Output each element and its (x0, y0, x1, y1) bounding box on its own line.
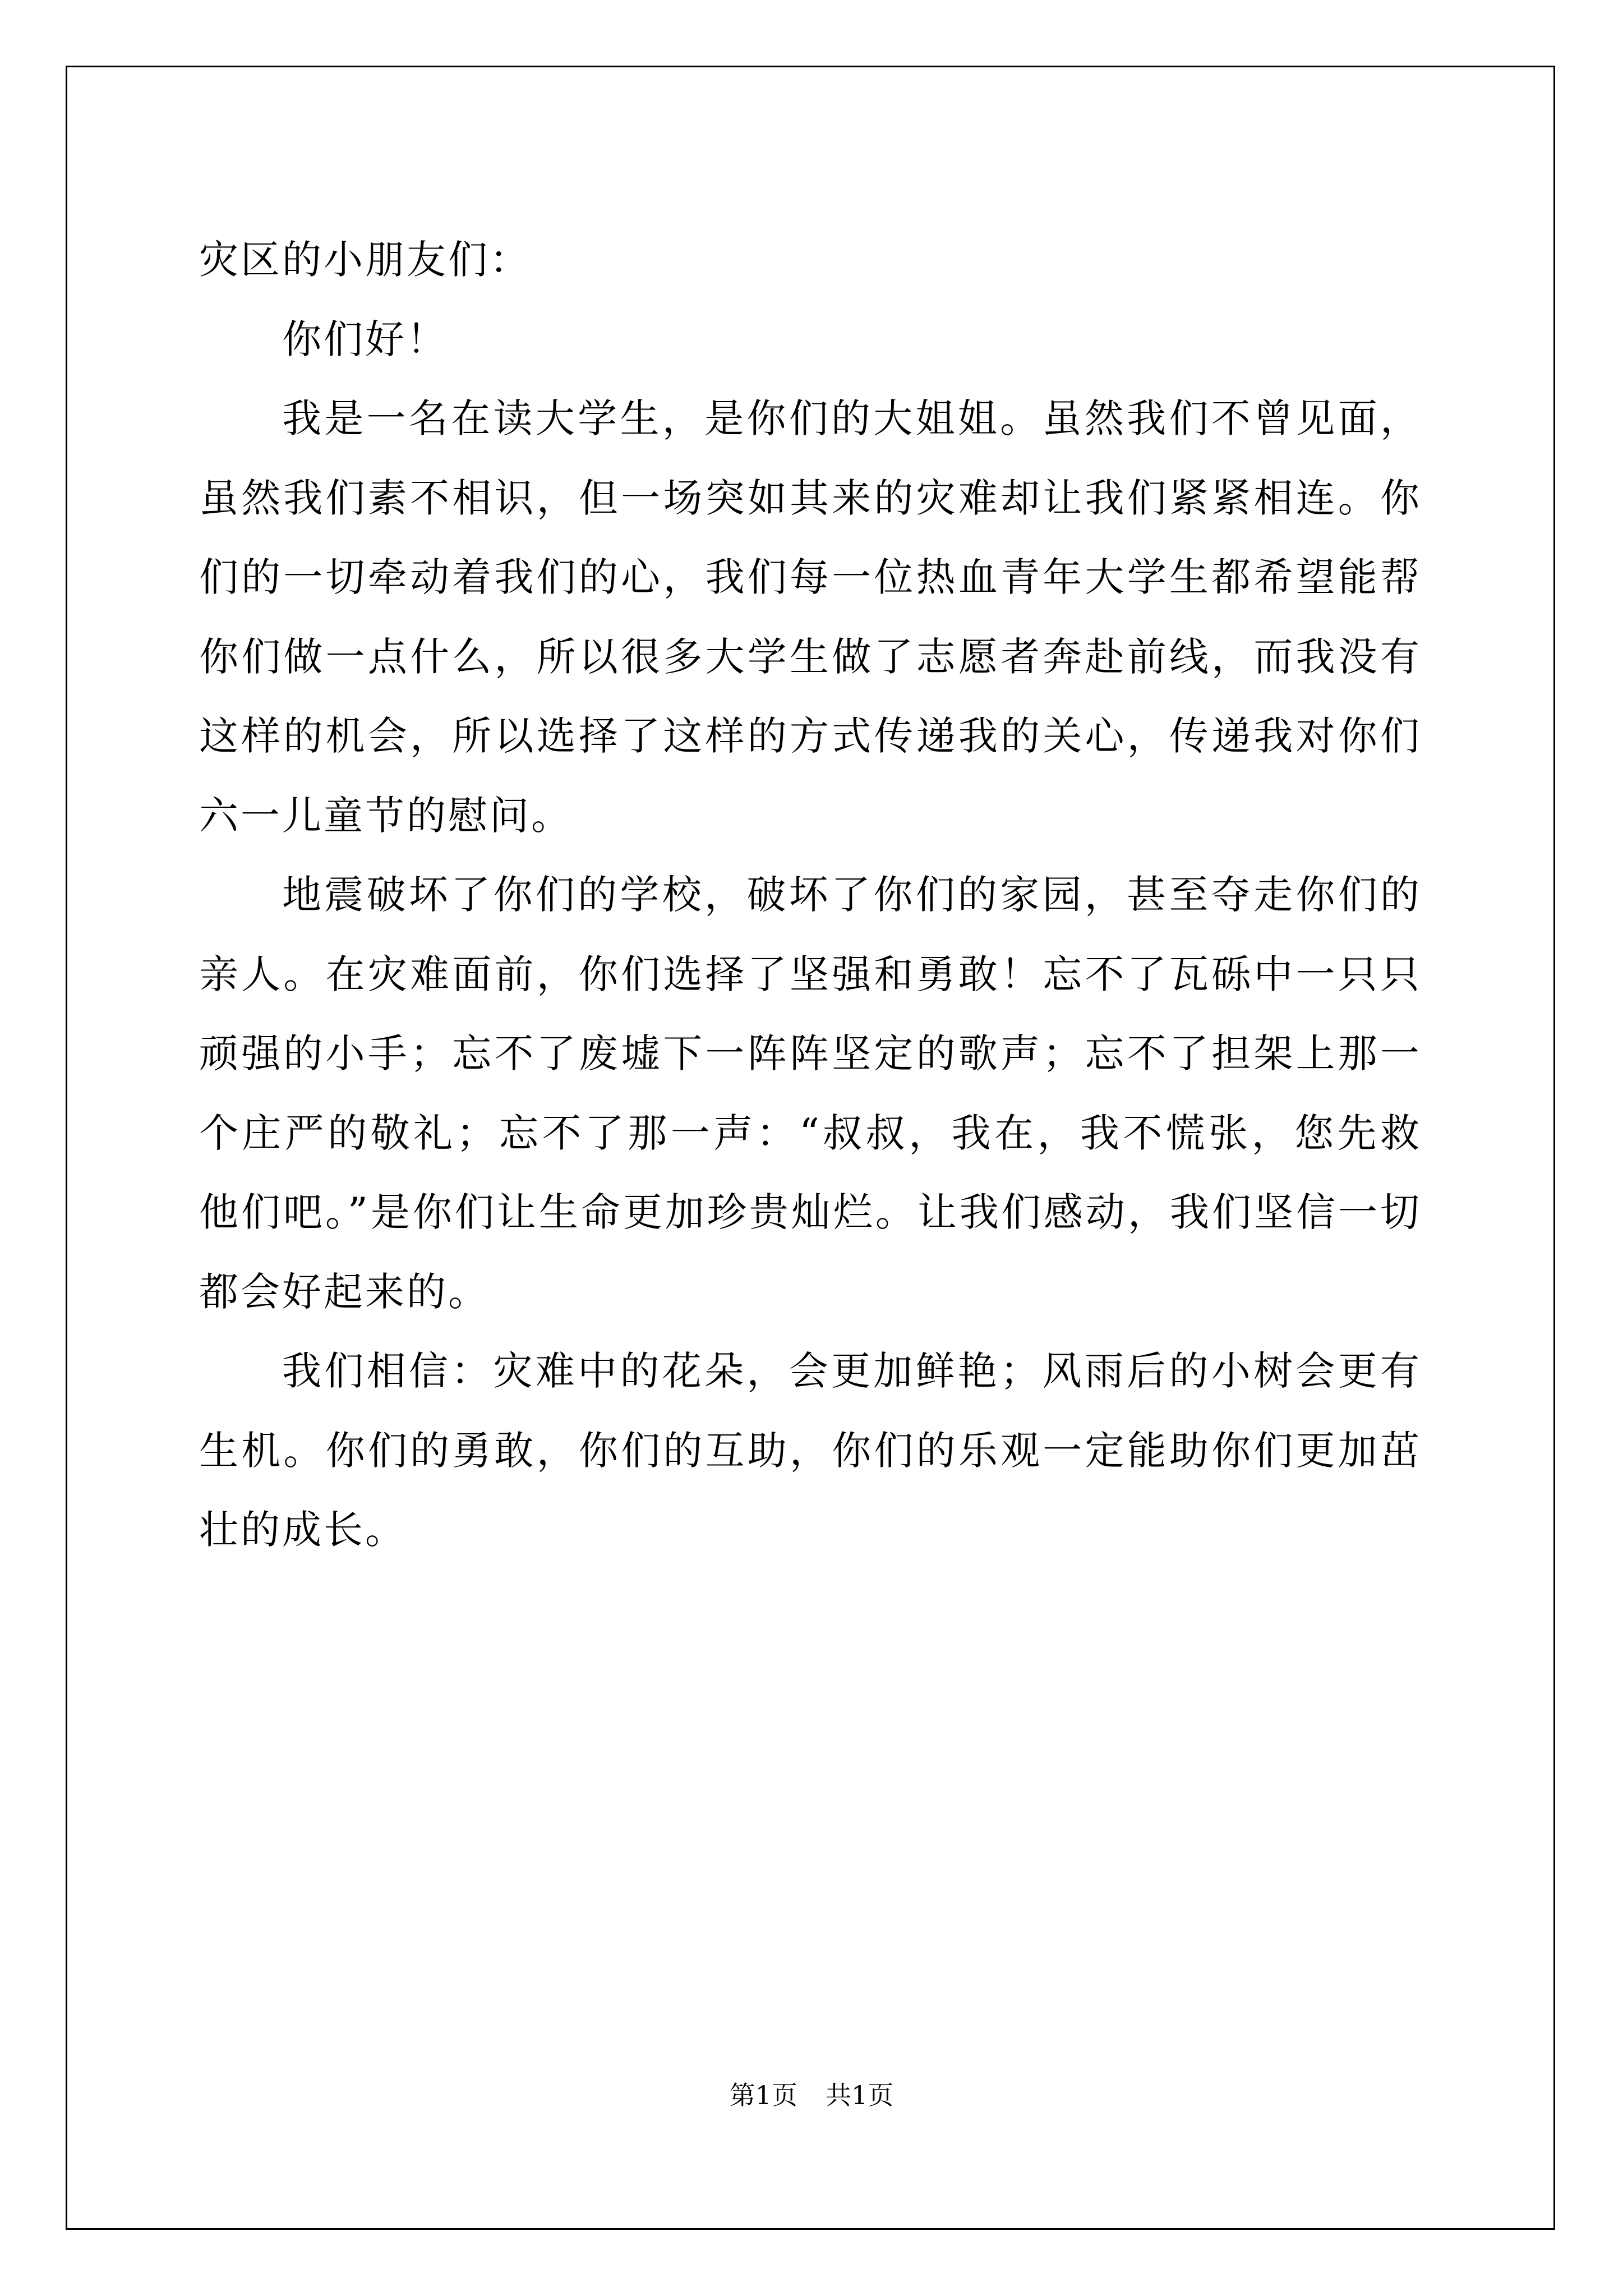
paragraph-introduction: 我是一名在读大学生，是你们的大姐姐。虽然我们不曾见面，虽然我们素不相识，但一场突如其来的灾难却让我们紧紧相连。你们的一切牵动着我们的心，我们每一位热血青年大学生都希望能帮你们做一点什么，所以很多大学生做了志愿者奔赴前线，而我没有这样的机会，所以选择了这样的方式传递我的关心，传递我对你们六一儿童节的慰问。 (199, 395, 1422, 839)
paragraph-earthquake: 地震破坏了你们的学校，破坏了你们的家园，甚至夺走你们的亲人。在灾难面前，你们选择了坚强和勇敢！忘不了瓦砾中一只只顽强的小手；忘不了废墟下一阵阵坚定的歌声；忘不了担架上那一个庄严的敬礼；忘不了那一声：“叔叔，我在，我不慌张，您先救他们吧。”是你们让生命更加珍贵灿烂。让我们感动，我们坚信一切都会好起来的。 (199, 872, 1422, 1315)
letter-body (199, 220, 1422, 1570)
paragraph-closing: 我们相信：灾难中的花朵，会更加鲜艳；风雨后的小树会更有生机。你们的勇敢，你们的互助，你们的乐观一定能助你们更加茁壮的成长。 (199, 1348, 1422, 1553)
salutation: 灾区的小朋友们： (199, 237, 531, 283)
page-footer (0, 2078, 1623, 2112)
page-number-total: 共1页 (826, 2080, 894, 2110)
page-number-current: 第1页 (729, 2080, 797, 2110)
paragraph-greeting: 你们好！ (282, 316, 448, 362)
